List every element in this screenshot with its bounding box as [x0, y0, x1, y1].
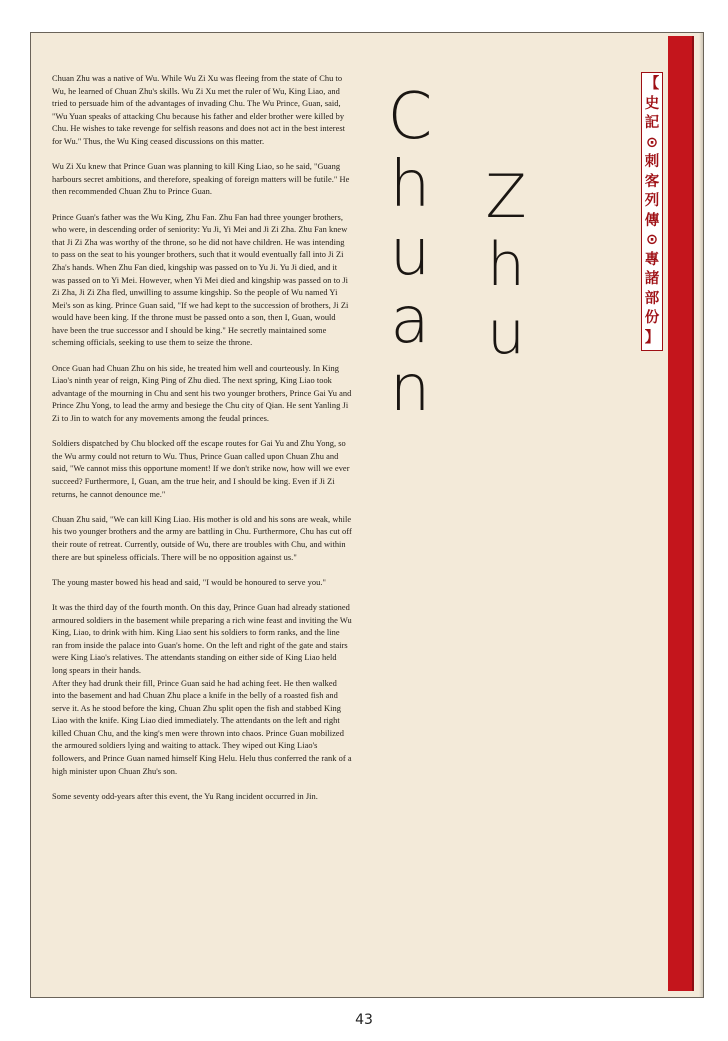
paragraph: Wu Zi Xu knew that Prince Guan was planning to kill King Liao, so he said, "Guang harbours secret ambitions, and therefore, speaking of foreign matters will be futile." He then recommended Chuan Zhu to Prince Guan. [52, 162, 350, 197]
label-char: 客 [644, 173, 660, 190]
label-char: 傳 [644, 212, 660, 229]
title-letter: h [486, 230, 526, 300]
label-char: 諸 [644, 271, 660, 287]
chapter-side-label [641, 72, 663, 351]
paragraph: Some seventy odd-years after this event, the Yu Rang incident occurred in Jin. [52, 791, 318, 801]
title-letter: n [389, 352, 431, 426]
paragraph: Soldiers dispatched by Chu blocked off the escape routes for Gai Yu and Zhu Yong, so the Wu army could not return to Wu. Thus, Prince Guan called upon Chuan Zhu and said, "We cannot miss this opportune moment! If we don't strike now, how will we ever succeed? Furthermore, I, Guan, am the true heir, and I should be king. Even if Ji Zi returns, he cannot denounce me." [52, 439, 350, 499]
title-letter: a [390, 284, 430, 358]
book-page [30, 32, 704, 998]
paragraph: Once Guan had Chuan Zhu on his side, he treated him well and courteously. In King Liao's ninth year of reign, King Ping of Zhu died. The next spring, King Liao took advantage of the mourning in Chu and sent his two younger brothers, Prince Gai Yu and Prince Zhu Yong, to lead the army and besiege the Chu city of Qian. He sent Yanling Ji Zi to Jin to watch for any movements among the feudal princes. [52, 363, 352, 424]
label-char: 刺 [644, 154, 660, 170]
title-letter: u [389, 216, 431, 290]
label-char: 史 [644, 95, 660, 112]
title-letter: h [389, 148, 431, 222]
label-char: 部 [644, 290, 660, 307]
label-char: 【 [644, 76, 660, 92]
red-side-band [668, 36, 694, 991]
paragraph: It was the third day of the fourth month. On this day, Prince Guan had already stationed armoured soldiers in the basement while preparing a rich wine feast and inviting the Wu King, Liao, to drink with him. King Liao sent his soldiers to form ranks, and the line ran from inside the palace into Guan's home. On the left and right of the gate and stairs were King Liao's relatives. The attendants standing on either side of King Liao held long spears in their hands. After they had drunk their fill, Prince Guan said he had aching feet. He then walked into the basement and had Chuan Zhu place a knife in the belly of a roasted fish and serve it. As he stood before the king, Chuan Zhu split open the fish and stabbed King Liao with the knife. King Liao died immediately. The attendants on the left and right killed Chuan Chu, and the king's men were thrown into chaos. Prince Guan mobilized the armoured soldiers lying and waiting to attack. They wiped out King Liao's followers, and Prince Guan named himself King Helu. Helu thus conferred the rank of a high minister upon Chuan Zhu's son. [52, 602, 352, 776]
label-char: 記 [644, 115, 660, 131]
label-char: ⊙ [645, 134, 659, 151]
story-text [52, 73, 352, 816]
paragraph: The young master bowed his head and said, "I would be honoured to serve you." [52, 577, 326, 587]
title-letter: u [486, 298, 526, 368]
label-char: 專 [644, 251, 660, 268]
paragraph: Prince Guan's father was the Wu King, Zhu Fan. Zhu Fan had three younger brothers, who were, in descending order of seniority: Yu Ji, Yi Mei and Ji Zi Zha. Zhu Fan knew that Ji Zi Zha was worthy of the throne, so he did not have children. He was intending to pass on the seat to his younger brothers, such that it would eventually fall into Ji Zi Zha's hands. When Zhu Fan died, kingship was passed on to Yu Ji. Yu Ji died, and it was passed on to Yi Mei. However, when Yi Mei died and kingship was passed on to Ji Zi Zha, Ji Zi Zha fled, unwilling to assume kingship. So the people of Wu named Yi Mei's son as king. Prince Guan said, "If we had kept to the succession of brothers, Ji Zi would have been king. If the throne must be passed onto a son, then I, Guan, would have been the true successor and I should be king." He secretly maintained some scheming officials, seeking to use them to seize the throne. [52, 212, 349, 348]
title-word-chuan [375, 80, 445, 426]
title-letter: Z [485, 162, 527, 232]
title-letter: C [387, 80, 433, 154]
paragraph: Chuan Zhu was a native of Wu. While Wu Zi Xu was fleeing from the state of Chu to Wu, he learned of Chuan Zhu's skills. Wu Zi Xu met the ruler of Wu, King Liao, and tried to persuade him of the advantages of invading Chu. The Wu Prince, Guan, said, "Wu Yuan speaks of attacking Chu because his father and elder brother were killed by Chu. He wishes to take revenge for selfish reasons and does not act in the best interest for Wu." Thus, the Wu King ceased discussions on this matter. [52, 74, 346, 146]
page-number: 43 [355, 1012, 373, 1028]
page-edge-shadow [699, 33, 703, 997]
label-char: 】 [644, 329, 660, 346]
label-char: 份 [644, 310, 660, 326]
label-char: ⊙ [645, 232, 659, 248]
paragraph: Chuan Zhu said, "We can kill King Liao. His mother is old and his sons are weak, while his two younger brothers and the army are battling in Chu. Furthermore, Chu has cut off their route of retreat. Currently, outside of Wu, there are troubles with Chu, and within there are but spineless officials. There will be no opposition against us." [52, 514, 352, 562]
label-char: 列 [644, 193, 660, 209]
title-word-zhu [471, 162, 541, 371]
